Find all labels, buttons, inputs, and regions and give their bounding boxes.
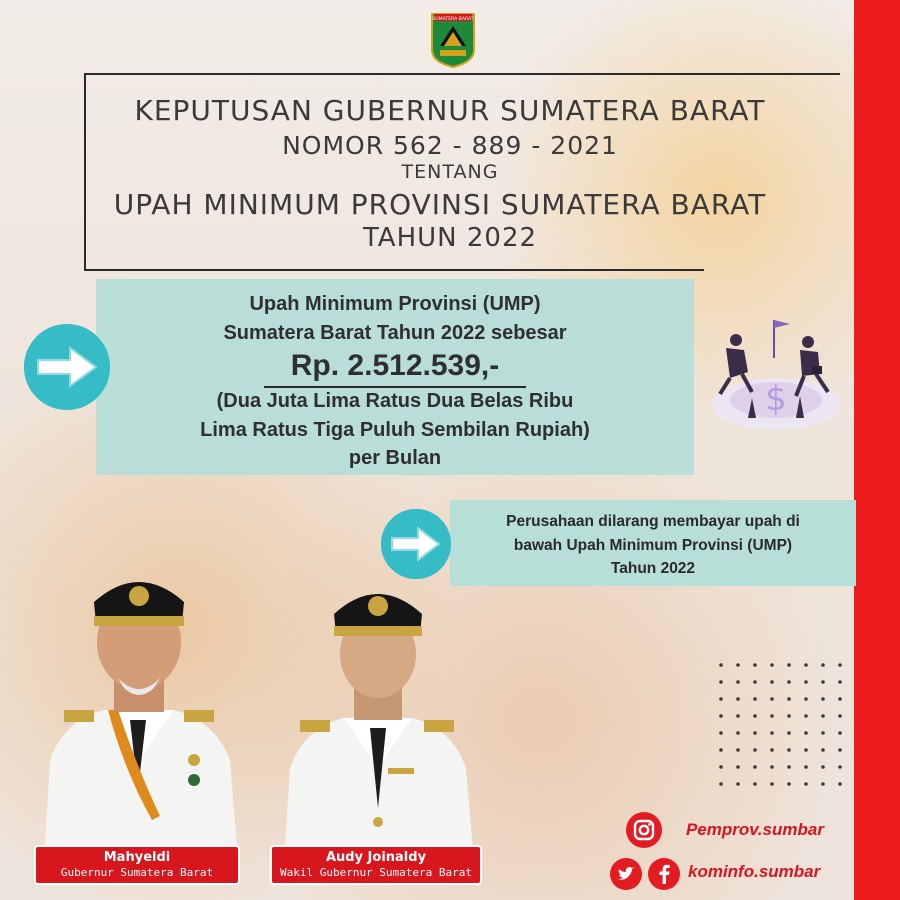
notice-panel (450, 500, 856, 586)
governor-name: Mahyeldi (103, 850, 171, 865)
facebook-icon[interactable] (648, 858, 680, 890)
emblem-text: SUMATERA BARAT (432, 17, 474, 22)
ump-line-5: Lima Ratus Tiga Puluh Sembilan Rupiah) (200, 419, 590, 441)
right-arrow-icon (381, 509, 451, 579)
governor-portrait (34, 560, 244, 860)
twitter-icon[interactable] (610, 858, 642, 890)
svg-text:$: $ (765, 379, 787, 419)
decree-title: KEPUTUSAN GUBERNUR SUMATERA BARAT (134, 94, 766, 127)
notice-line-1: Perusahaan dilarang membayar upah di (506, 513, 800, 530)
instagram-handle[interactable]: Pemprov.sumbar (686, 820, 824, 839)
ump-line-6: per Bulan (348, 447, 442, 469)
vice-governor-portrait (278, 572, 478, 862)
governor-role: Gubernur Sumatera Barat (60, 866, 214, 879)
business-race-illustration-icon (708, 314, 844, 434)
decree-about: TENTANG (401, 161, 499, 183)
decree-subject: UPAH MINIMUM PROVINSI SUMATERA BARAT (113, 188, 767, 221)
vice-governor-role: Wakil Gubernur Sumatera Barat (279, 866, 473, 879)
ump-line-4: (Dua Juta Lima Ratus Dua Belas Ribu (216, 390, 574, 412)
ump-panel (96, 279, 694, 475)
instagram-icon[interactable] (626, 812, 662, 848)
notice-line-2: bawah Upah Minimum Provinsi (UMP) (513, 537, 793, 554)
sumatera-barat-emblem (430, 10, 476, 68)
vice-governor-name-plate (270, 845, 482, 885)
notice-line-3: Tahun 2022 (610, 560, 696, 577)
dot-grid-decoration (716, 660, 846, 800)
ump-line-2: Sumatera Barat Tahun 2022 sebesar (223, 322, 567, 344)
ump-amount: Rp. 2.512.539,- (290, 349, 500, 382)
amount-underline (264, 386, 526, 388)
decree-year: TAHUN 2022 (362, 223, 538, 253)
decree-number: NOMOR 562 - 889 - 2021 (282, 131, 618, 160)
ump-line-1: Upah Minimum Provinsi (UMP) (249, 293, 541, 315)
vice-governor-name: Audy Joinaldy (325, 850, 427, 865)
right-arrow-icon (24, 324, 110, 410)
governor-name-plate (34, 845, 240, 885)
kominfo-handle[interactable]: kominfo.sumbar (688, 862, 821, 881)
